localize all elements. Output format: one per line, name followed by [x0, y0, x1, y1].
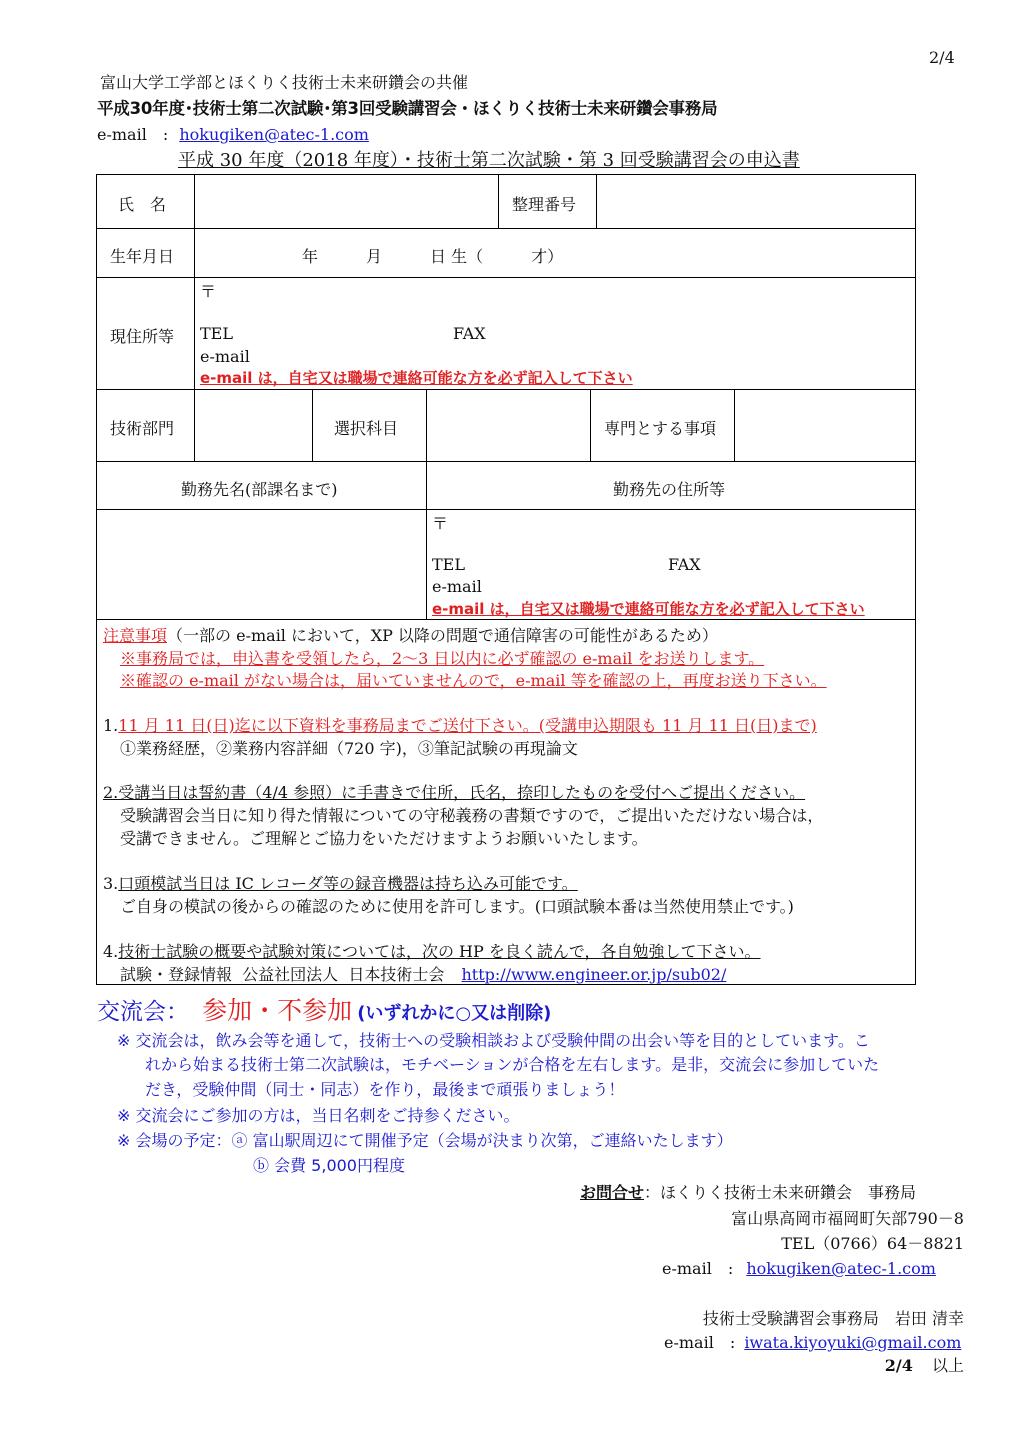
header-cohost: 富山大学工学部とほくりく技術士未来研鑽会の共催 — [100, 73, 469, 92]
technical-dept-field[interactable] — [196, 391, 310, 459]
notes-line-2: ※確認の e-mail がない場合は，届いていませんので，e-mail 等を確認の上，再度お送り下さい。 — [120, 671, 827, 690]
social-gathering-options[interactable]: 参加・不参加 — [202, 996, 353, 1025]
name-field[interactable] — [196, 176, 496, 226]
email-note: e-mail は，自宅又は職場で連絡可能な方を必ず記入して下さい — [200, 369, 633, 387]
employer-email-note: e-mail は，自宅又は職場で連絡可能な方を必ず記入して下さい — [432, 600, 865, 618]
notes-item-4-org: 試験・登録情報 公益社団法人 日本技術士会 — [120, 965, 445, 984]
elective-subject-field[interactable] — [428, 391, 588, 459]
notes-item-1-number: 1. — [103, 716, 119, 735]
notes-item-3-number: 3. — [103, 874, 119, 893]
birth-date-field[interactable]: 年 月 日 生（ 才） — [302, 247, 564, 266]
postal-mark: 〒 — [200, 282, 217, 301]
header-email-label: e-mail : — [97, 125, 169, 144]
engineer-url-link[interactable]: http://www.engineer.or.jp/sub02/ — [461, 965, 727, 984]
notes-item-1-sub: ①業務経歴，②業務内容詳細（720 字)，③筆記試験の再現論文 — [120, 739, 578, 758]
page-number-bottom: 2/4 — [884, 1356, 913, 1375]
employer-email-label: e-mail — [432, 577, 482, 596]
employer-fax-label: FAX — [668, 555, 701, 574]
technical-dept-label: 技術部門 — [110, 419, 175, 438]
employer-postal-mark: 〒 — [432, 514, 449, 533]
social-note-2: ※ 交流会にご参加の方は，当日名刺をご持参ください。 — [117, 1106, 520, 1125]
notes-item-4 — [103, 939, 761, 962]
employer-tel-label: TEL — [432, 555, 465, 574]
contact-org: ：ほくりく技術士未来研鑽会 事務局 — [644, 1183, 917, 1202]
social-gathering-label: 交流会： — [97, 999, 189, 1025]
contact-email-link[interactable]: hokugiken@atec-1.com — [746, 1259, 936, 1278]
notes-line-1: ※事務局では，申込書を受領したら，2～3 日以内に必ず確認の e-mail をお送りします。 — [120, 649, 765, 668]
specialty-field[interactable] — [736, 391, 913, 459]
email-label: e-mail — [200, 347, 250, 366]
fax-label: FAX — [453, 324, 486, 343]
contact-email-label: e-mail : — [662, 1259, 734, 1278]
notes-item-3-text: 口頭模試当日は IC レコーダ等の録音機器は持ち込み可能です。 — [118, 874, 578, 893]
page-footer — [885, 1353, 964, 1376]
page-number-top: 2/4 — [929, 48, 955, 67]
social-note-1b: れから始まる技術士第二次試験は，モチベーションが合格を左右します。是非，交流会に参加していた — [145, 1055, 880, 1074]
social-gathering-line — [97, 991, 551, 1027]
name-label: 氏 名 — [118, 195, 167, 214]
notes-item-2-sub-1: 受験講習会当日に知り得た情報についての守秘義務の書類ですので，ご提出いただけない場合は， — [120, 806, 824, 825]
notes-heading-line — [103, 623, 718, 646]
notes-item-4-text: 技術士試験の概要や試験対策については，次の HP を良く読んで，各自勉強して下さい。 — [118, 942, 761, 961]
end-mark: 以上 — [931, 1356, 964, 1375]
reference-number-field — [598, 176, 913, 226]
social-note-4: ⓑ 会費 5,000円程度 — [253, 1156, 405, 1175]
contact-person-email-label: e-mail : — [664, 1333, 736, 1352]
notes-item-4-number: 4. — [103, 942, 119, 961]
contact-label: お問合せ — [580, 1183, 645, 1202]
form-title: 平成 30 年度（2018 年度）・技術士第二次試験・第 3 回受験講習会の申込書 — [178, 150, 800, 171]
social-note-3: ※ 会場の予定：ⓐ 富山駅周辺にて開催予定（会場が決まり次第，ご連絡いたします） — [117, 1131, 733, 1150]
social-note-1a: ※ 交流会は，飲み会等を通して，技術士への受験相談および受験仲間の出会い等を目的としています。こ — [117, 1031, 870, 1050]
employer-label: 勤務先名(部課名まで) — [181, 480, 338, 499]
reference-number-label: 整理番号 — [512, 195, 577, 214]
contact-person-email-link[interactable]: iwata.kiyoyuki@gmail.com — [744, 1333, 962, 1352]
elective-subject-label: 選択科目 — [334, 419, 399, 438]
birth-date-label: 生年月日 — [110, 247, 175, 266]
contact-person: 技術士受験講習会事務局 岩田 清幸 — [702, 1309, 964, 1328]
notes-item-2-sub-2: 受講できません。ご理解とご協力をいただけますようお願いいたします。 — [120, 829, 648, 848]
contact-tel: TEL（0766）64－8821 — [781, 1234, 964, 1253]
notes-item-3-sub: ご自身の模試の後からの確認のために使用を許可します。(口頭試験本番は当然使用禁止です。) — [120, 897, 794, 916]
header-email-link[interactable]: hokugiken@atec-1.com — [179, 125, 369, 144]
notes-heading: 注意事項 — [103, 626, 168, 645]
notes-heading-suffix: （一部の e-mail において，XP 以降の問題で通信障害の可能性があるため） — [167, 626, 718, 645]
contact-address: 富山県高岡市福岡町矢部790－8 — [731, 1209, 964, 1228]
notes-item-1-text: 11 月 11 日(日)迄に以下資料を事務局までご送付下さい。(受講申込期限も 11 月 11 日(日)まで) — [118, 716, 817, 735]
notes-item-4-sub — [120, 962, 726, 985]
specialty-label: 専門とする事項 — [604, 419, 717, 438]
tel-label: TEL — [200, 324, 233, 343]
notes-item-3 — [103, 871, 578, 894]
address-label: 現住所等 — [110, 327, 175, 346]
header-office: 平成30年度･技術士第二次試験･第3回受験講習会・ほくりく技術士未来研鑽会事務局 — [97, 99, 718, 118]
social-note-1c: だき，受験仲間（同士・同志）を作り，最後まで頑張りましょう！ — [145, 1080, 625, 1099]
notes-item-2: 2.受講当日は誓約書（4/4 参照）に手書きで住所，氏名，捺印したものを受付へご提出ください。 — [103, 783, 806, 802]
notes-item-1 — [103, 713, 817, 736]
employer-name-field[interactable] — [98, 511, 424, 617]
employer-address-label: 勤務先の住所等 — [613, 480, 726, 499]
social-gathering-hint: (いずれかに○又は削除) — [357, 1003, 552, 1024]
contact-line — [580, 1180, 916, 1203]
